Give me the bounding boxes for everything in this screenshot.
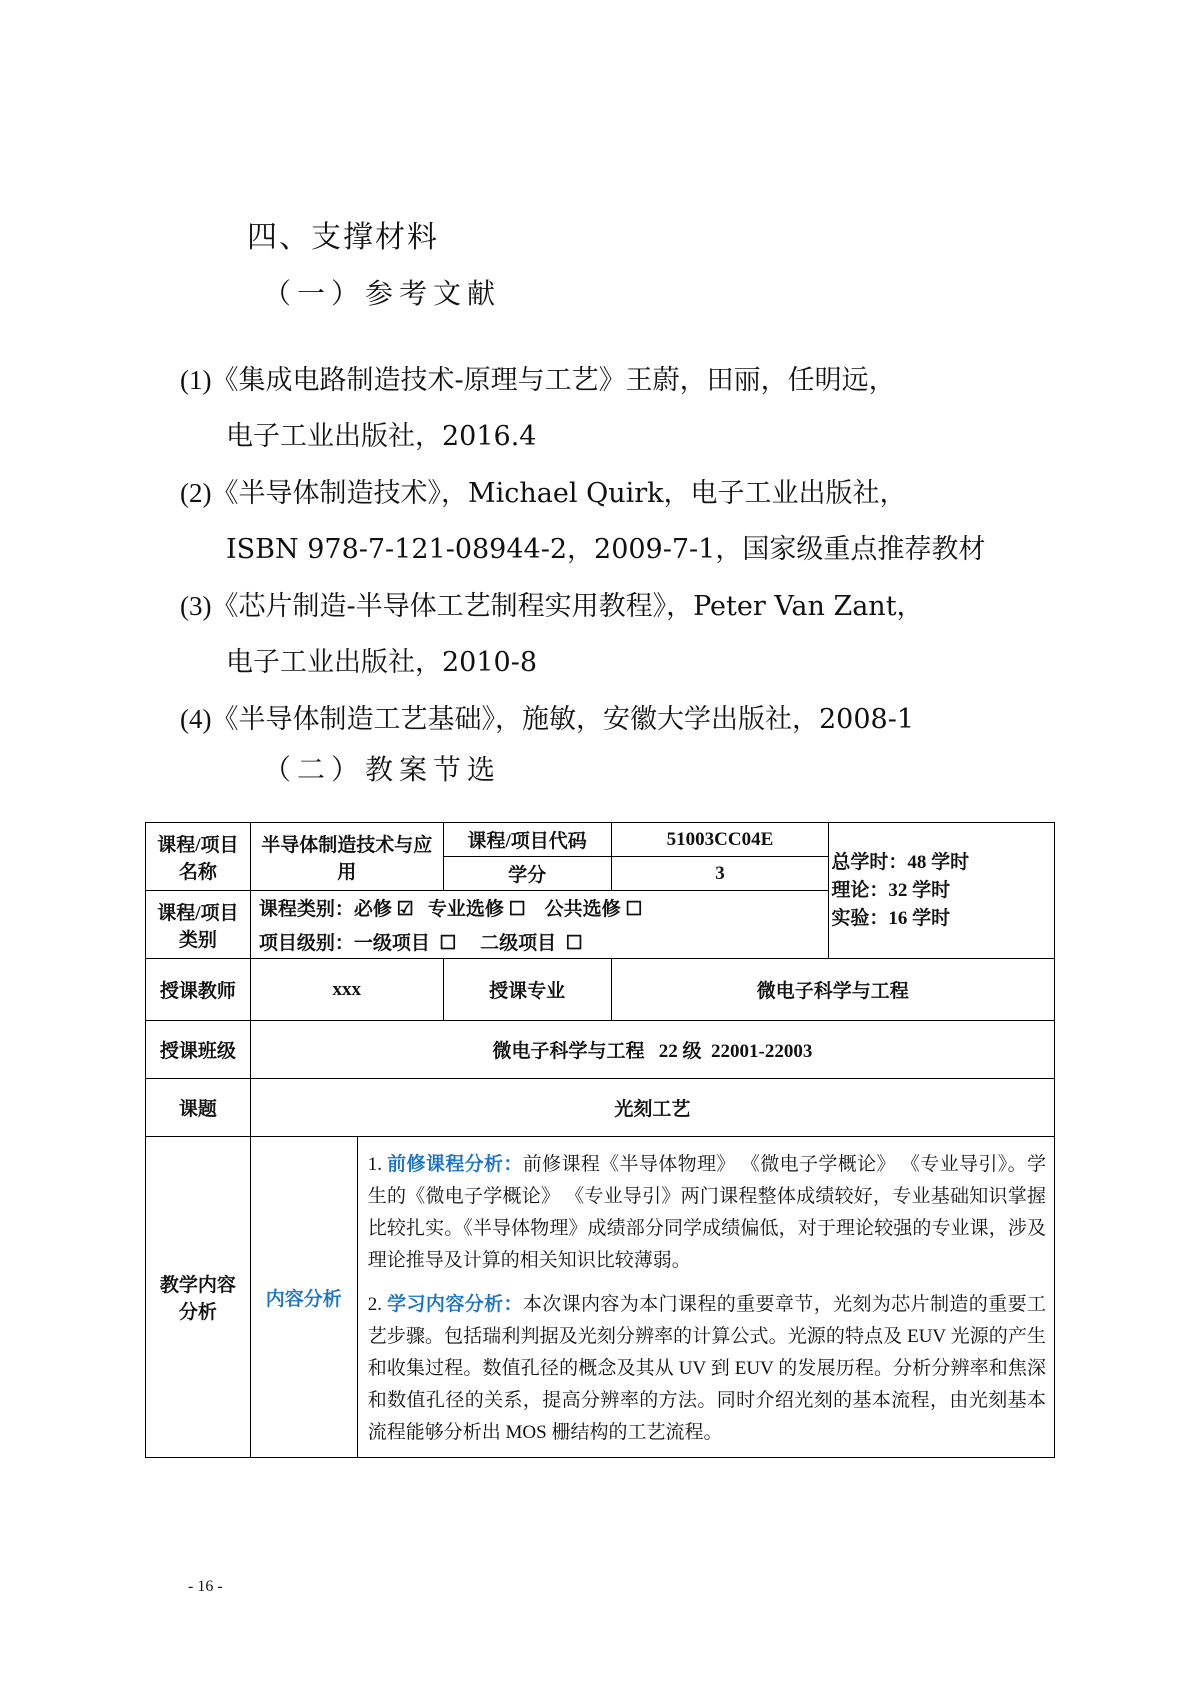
course-type-line: 课程类别：必修 ☑ 专业选修 ☐ 公共选修 ☐: [250, 891, 829, 925]
hours-theory: 理论：32 学时: [831, 879, 951, 901]
reference-item: [180, 691, 1060, 748]
paragraph-heading: 前修课程分析：: [387, 1154, 523, 1175]
paragraph-number: 2.: [367, 1294, 383, 1315]
topic-label: 课题: [146, 1079, 251, 1137]
major-value: 微电子科学与工程: [611, 959, 1054, 1021]
reference-text-cont: 电子工业出版社，2016.4: [226, 421, 537, 452]
paragraph-text: 前修课程《半导体物理》 《微电子学概论》 《专业导引》。学生的《微电子学概论》 《专业导引》两门课程整体成绩较好，专业基础知识掌握比较扎实。《半导体物理》成绩部分同学成绩偏低，对于理论较强的专业课，涉及理论推导及计算的相关知识比较薄弱。: [367, 1154, 1046, 1271]
hours-total: 总学时：48 学时: [831, 851, 970, 873]
reference-text: 《半导体制造工艺基础》，施敏，安徽大学出版社，2008-1: [211, 704, 914, 735]
course-name-label: 课程/项目名称: [146, 823, 251, 891]
lesson-plan-table: [145, 822, 1055, 1458]
reference-number: (2): [180, 478, 212, 508]
course-code: 51003CC04E: [611, 823, 829, 857]
class-value: 微电子科学与工程 22 级 22001-22003: [250, 1021, 1054, 1079]
paragraph-number: 1.: [367, 1154, 383, 1175]
credit-value: 3: [611, 857, 829, 891]
reference-text: 《芯片制造-半导体工艺制程实用教程》，Peter Van Zant，: [211, 591, 924, 622]
reference-number: (4): [180, 704, 212, 734]
reference-text-cont: 电子工业出版社，2010-8: [226, 647, 538, 678]
hours-cell: [829, 823, 1055, 959]
subsection-lesson-plan: （二）教案节选: [263, 753, 502, 786]
reference-item: [180, 578, 1060, 691]
teacher-name: xxx: [250, 959, 443, 1021]
analysis-label: 教学内容分析: [146, 1137, 251, 1458]
topic-value: 光刻工艺: [250, 1079, 1054, 1137]
analysis-content: [357, 1137, 1054, 1458]
paragraph-heading: 学习内容分析：: [387, 1294, 523, 1315]
teacher-label: 授课教师: [146, 959, 251, 1021]
page-number: - 16 -: [188, 1578, 223, 1595]
course-name: 半导体制造技术与应用: [250, 823, 443, 891]
course-code-label: 课程/项目代码: [443, 823, 611, 857]
reference-item: [180, 465, 1060, 578]
reference-list: [180, 352, 1060, 748]
major-label: 授课专业: [443, 959, 611, 1021]
reference-text: 《集成电路制造技术-原理与工艺》王蔚，田丽，任明远，: [211, 365, 896, 396]
hours-lab: 实验：16 学时: [831, 907, 951, 929]
reference-number: (3): [180, 591, 212, 621]
reference-text: 《半导体制造技术》，Michael Quirk，电子工业出版社，: [211, 478, 907, 509]
reference-text-cont: ISBN 978-7-121-08944-2，2009-7-1，国家级重点推荐教材: [226, 534, 986, 565]
analysis-paragraph: [368, 1149, 1046, 1277]
section-heading: 四、支撑材料: [247, 220, 439, 255]
reference-number: (1): [180, 365, 212, 395]
credit-label: 学分: [443, 857, 611, 891]
paragraph-text: 本次课内容为本门课程的重要章节，光刻为芯片制造的重要工艺步骤。包括瑞利判据及光刻分辨率的计算公式。光源的特点及 EUV 光源的产生和收集过程。数值孔径的概念及其从 UV 到 EUV 的发展历程。分析分辨率和焦深和数值孔径的关系，提高分辨率的方法。同时介绍光刻的基本流程，由光刻基本流程能够分析出 MOS 栅结构的工艺流程。: [367, 1294, 1046, 1443]
subsection-references: （一）参考文献: [263, 277, 502, 310]
reference-item: [180, 352, 1060, 465]
analysis-sublabel: 内容分析: [250, 1137, 357, 1458]
project-level-line: 项目级别：一级项目 ☐ 二级项目 ☐: [250, 925, 829, 959]
course-type-label: 课程/项目类别: [146, 891, 251, 959]
class-label: 授课班级: [146, 1021, 251, 1079]
analysis-paragraph: [368, 1289, 1046, 1449]
